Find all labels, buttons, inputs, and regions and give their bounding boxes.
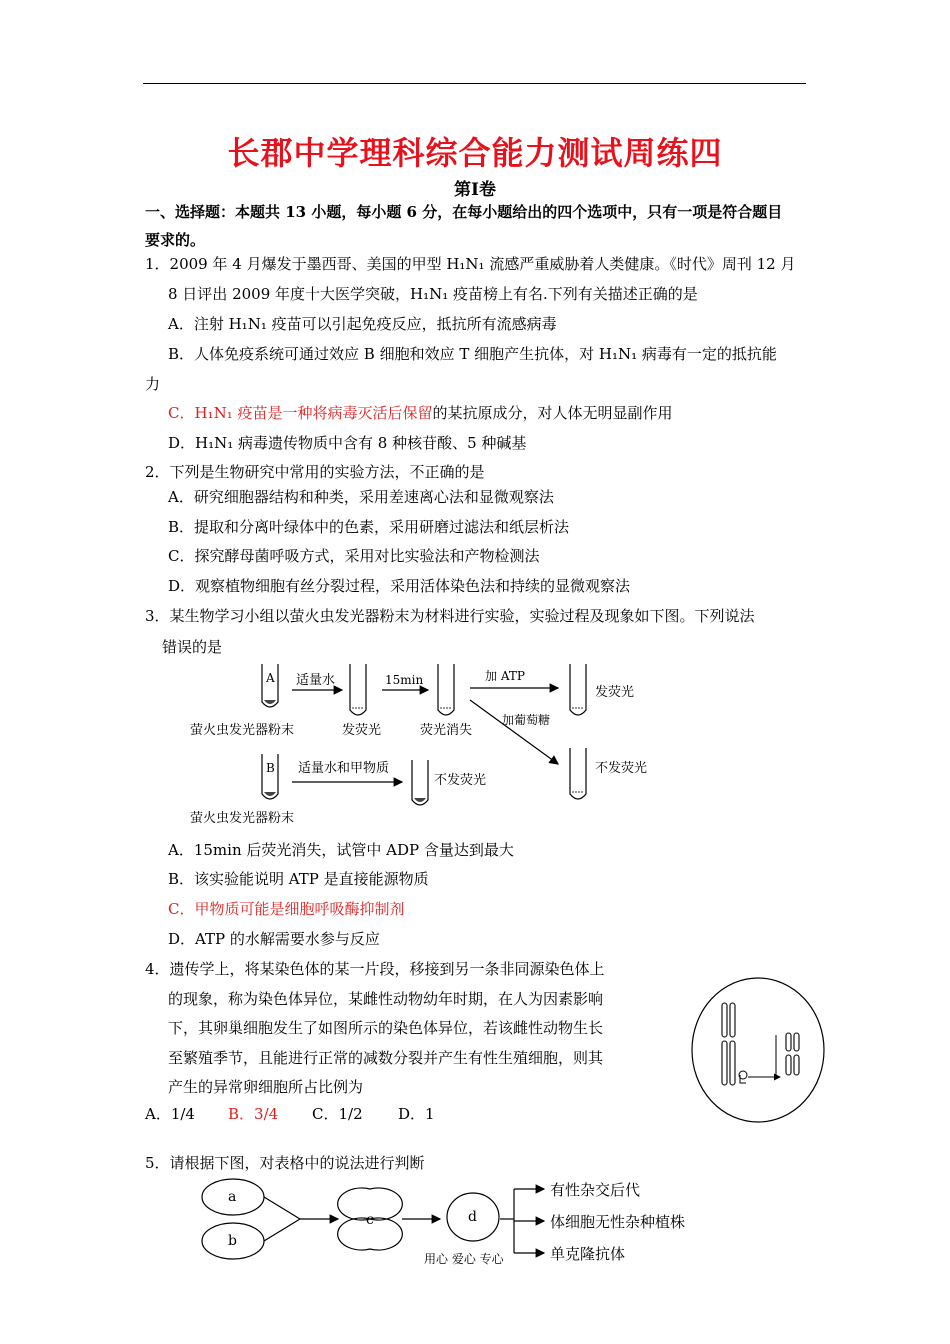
q3-stem-line1: 3．某生物学习小组以萤火虫发光器粉末为材料进行实验，实验过程及现象如下图。下列说法	[145, 607, 755, 625]
q4-chromosome-diagram	[688, 975, 828, 1125]
instructions-line1: 一、选择题：本题共 13 小题，每小题 6 分，在每小题给出的四个选项中，只有一项是符合题目	[145, 203, 783, 221]
q3-option-b: B．该实验能说明 ATP 是直接能源物质	[168, 870, 429, 888]
cell-d-label: d	[468, 1209, 477, 1225]
label-glow-right: 发荧光	[595, 685, 635, 700]
label-time: 15min	[385, 673, 424, 687]
test-tube-x	[412, 760, 428, 805]
q4-option-a: A．1/4	[145, 1105, 195, 1123]
q3-experiment-diagram	[180, 660, 680, 830]
q4-line4: 至繁殖季节，且能进行正常的减数分裂并产生有性生殖细胞，则其	[168, 1049, 604, 1067]
test-tube-glow-gone	[438, 664, 454, 715]
watermark-text: 用心 爱心 专心	[424, 1252, 504, 1266]
tube-b-label: B	[266, 761, 275, 775]
label-add-atp: 加 ATP	[485, 669, 525, 683]
q3-stem-line2: 错误的是	[162, 638, 223, 656]
label-add-glucose: 加葡萄糖	[502, 713, 551, 727]
q1-option-c	[168, 402, 673, 423]
q1-option-c-rest: 的某抗原成分，对人体无明显副作用	[432, 404, 673, 422]
label-powder-a: 萤火虫发光器粉末	[190, 723, 295, 738]
q1-option-b-line1: B．人体免疫系统可通过效应 B 细胞和效应 T 细胞产生抗体，对 H₁N₁ 病毒有一定的抵抗能	[168, 345, 777, 363]
q1-option-d: D．H₁N₁ 病毒遗传物质中含有 8 种核苷酸、5 种碱基	[168, 434, 527, 452]
output-sexual-hybrid: 有性杂交后代	[550, 1181, 641, 1199]
cell-a-label: a	[228, 1189, 237, 1205]
label-powder-b: 萤火虫发光器粉末	[190, 811, 295, 826]
instructions-line2: 要求的。	[145, 231, 206, 249]
q4-line5: 产生的异常卵细胞所占比例为	[168, 1078, 364, 1096]
q1-option-a: A．注射 H₁N₁ 疫苗可以引起免疫反应，抵抗所有流感病毒	[168, 315, 557, 333]
header-rule	[143, 83, 806, 84]
q2-option-c: C．探究酵母菌呼吸方式，采用对比实验法和产物检测法	[168, 547, 540, 565]
q1-stem-line2: 8 日评出 2009 年度十大医学突破，H₁N₁ 疫苗榜上有名.下列有关描述正确的是	[168, 285, 698, 303]
q5-fusion-diagram	[190, 1175, 750, 1275]
q1-option-c-highlight: C．H₁N₁ 疫苗是一种将病毒灭活后保留	[168, 404, 433, 422]
chromosome-pair-left	[722, 1003, 735, 1085]
cell-outline	[692, 978, 824, 1122]
tube-a-label: A	[266, 671, 275, 685]
output-monoclonal-antibody: 单克隆抗体	[550, 1245, 626, 1263]
chromosome-pair-right	[786, 1033, 799, 1075]
page-title: 长郡中学理科综合能力测试周练四	[227, 134, 723, 172]
label-no-glow-b: 不发荧光	[434, 773, 487, 788]
q2-stem: 2．下列是生物研究中常用的实验方法，不正确的是	[145, 463, 485, 481]
section-heading: 第Ⅰ卷	[454, 180, 496, 200]
label-add-water-x: 适量水和甲物质	[298, 761, 390, 776]
q5-stem: 5．请根据下图，对表格中的说法进行判断	[145, 1154, 425, 1172]
arrow-add-glucose	[470, 700, 558, 764]
q1-stem-line1: 1．2009 年 4 月爆发于墨西哥、美国的甲型 H₁N₁ 流感严重威胁着人类健康。《时代》周刊 12 月	[145, 255, 796, 273]
cell-c-label: c	[366, 1212, 374, 1228]
cell-b-label: b	[228, 1233, 237, 1249]
output-somatic-hybrid: 体细胞无性杂种植株	[550, 1213, 686, 1231]
q4-line1: 4．遗传学上，将某染色体的某一片段，移接到另一条非同源染色体上	[145, 960, 605, 978]
label-glow-gone: 荧光消失	[420, 723, 473, 738]
test-tube-atp	[570, 664, 586, 715]
q3-option-d: D．ATP 的水解需要水参与反应	[168, 930, 380, 948]
q4-option-c: C．1/2	[312, 1105, 363, 1123]
q3-option-c: C．甲物质可能是细胞呼吸酶抑制剂	[168, 900, 405, 918]
q4-line3: 下，其卵巢细胞发生了如图所示的染色体异位，若该雌性动物生长	[168, 1019, 604, 1037]
q4-option-b: B．3/4	[228, 1105, 279, 1123]
test-tube-glow	[350, 664, 366, 715]
label-no-glow-right: 不发荧光	[595, 761, 648, 776]
q4-line2: 的现象，称为染色体异位，某雌性动物幼年时期，在人为因素影响	[168, 990, 604, 1008]
label-add-water: 适量水	[296, 673, 336, 688]
q2-option-a: A．研究细胞器结构和种类，采用差速离心法和显微观察法	[168, 488, 554, 506]
q2-option-d: D．观察植物细胞有丝分裂过程，采用活体染色法和持续的显微观察法	[168, 577, 631, 595]
q1-option-b-line2: 力	[145, 375, 161, 393]
test-tube-glucose	[570, 748, 586, 799]
label-glow: 发荧光	[342, 723, 382, 738]
q4-option-d: D．1	[398, 1105, 435, 1123]
q2-option-b: B．提取和分离叶绿体中的色素，采用研磨过滤法和纸层析法	[168, 518, 570, 536]
q3-option-a: A．15min 后荧光消失，试管中 ADP 含量达到最大	[168, 841, 514, 859]
